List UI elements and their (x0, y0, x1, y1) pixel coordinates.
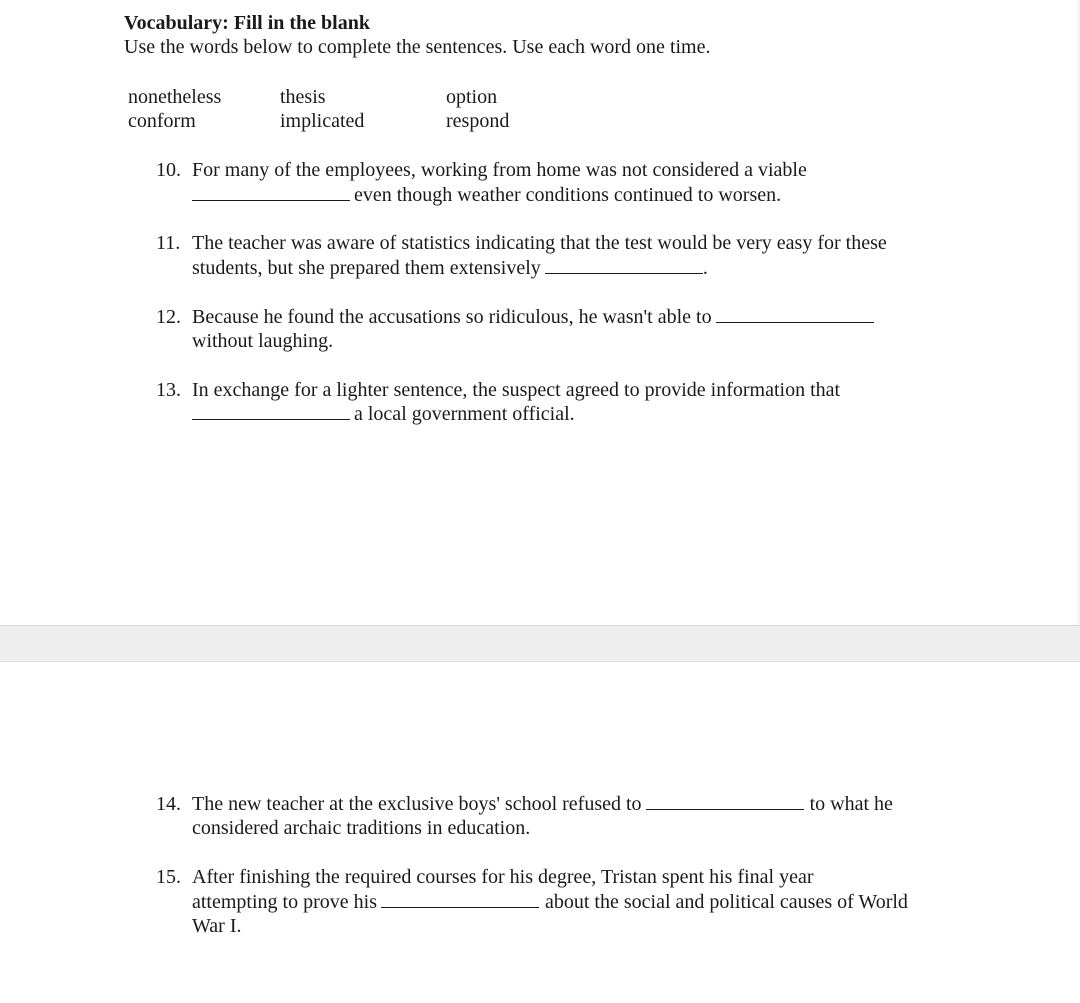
question-text: about the social and political causes of World (544, 891, 908, 913)
question-text: attempting to prove his (192, 891, 377, 913)
answer-blank[interactable] (716, 305, 874, 323)
question-text: The teacher was aware of statistics indicating that the test would be very easy for these (192, 232, 887, 254)
question-text: a local government official. (354, 403, 575, 425)
answer-blank[interactable] (646, 792, 804, 810)
question-text (192, 305, 874, 329)
question-number: 10. (156, 159, 181, 181)
question-text: War I. (192, 915, 242, 937)
question-text (192, 183, 781, 207)
question-text (192, 890, 908, 914)
page-separator (0, 625, 1080, 662)
document-page-2 (0, 662, 1080, 1003)
question-number: 15. (156, 866, 181, 888)
question-text: After finishing the required courses for his degree, Tristan spent his final year (192, 866, 814, 888)
question-text: students, but she prepared them extensively (192, 257, 541, 279)
word-bank-item: conform (128, 110, 196, 132)
question-text: For many of the employees, working from home was not considered a viable (192, 159, 807, 181)
answer-blank[interactable] (192, 183, 350, 201)
word-bank-item: implicated (280, 110, 365, 132)
question-number: 13. (156, 379, 181, 401)
answer-blank[interactable] (545, 256, 703, 274)
question-text: Because he found the accusations so ridiculous, he wasn't able to (192, 306, 712, 328)
answer-blank[interactable] (381, 890, 539, 908)
word-bank-item: nonetheless (128, 86, 222, 108)
word-bank-item: respond (446, 110, 510, 132)
question-text: In exchange for a lighter sentence, the suspect agreed to provide information that (192, 379, 841, 401)
question-number: 11. (156, 232, 181, 254)
question-text: even though weather conditions continued to worsen. (354, 184, 782, 206)
question-text: to what he (809, 793, 893, 815)
question-text: considered archaic traditions in education. (192, 817, 531, 839)
question-text (192, 402, 575, 426)
question-text: . (702, 257, 708, 279)
question-text: without laughing. (192, 330, 334, 352)
question-text (192, 256, 708, 280)
question-text (192, 792, 893, 816)
question-text: The new teacher at the exclusive boys' school refused to (192, 793, 642, 815)
worksheet-heading: Vocabulary: Fill in the blank (124, 12, 370, 34)
answer-blank[interactable] (192, 402, 350, 420)
question-number: 12. (156, 306, 181, 328)
word-bank-item: thesis (280, 86, 326, 108)
word-bank-item: option (446, 86, 498, 108)
question-number: 14. (156, 793, 181, 815)
worksheet-instructions: Use the words below to complete the sentences. Use each word one time. (124, 36, 711, 58)
